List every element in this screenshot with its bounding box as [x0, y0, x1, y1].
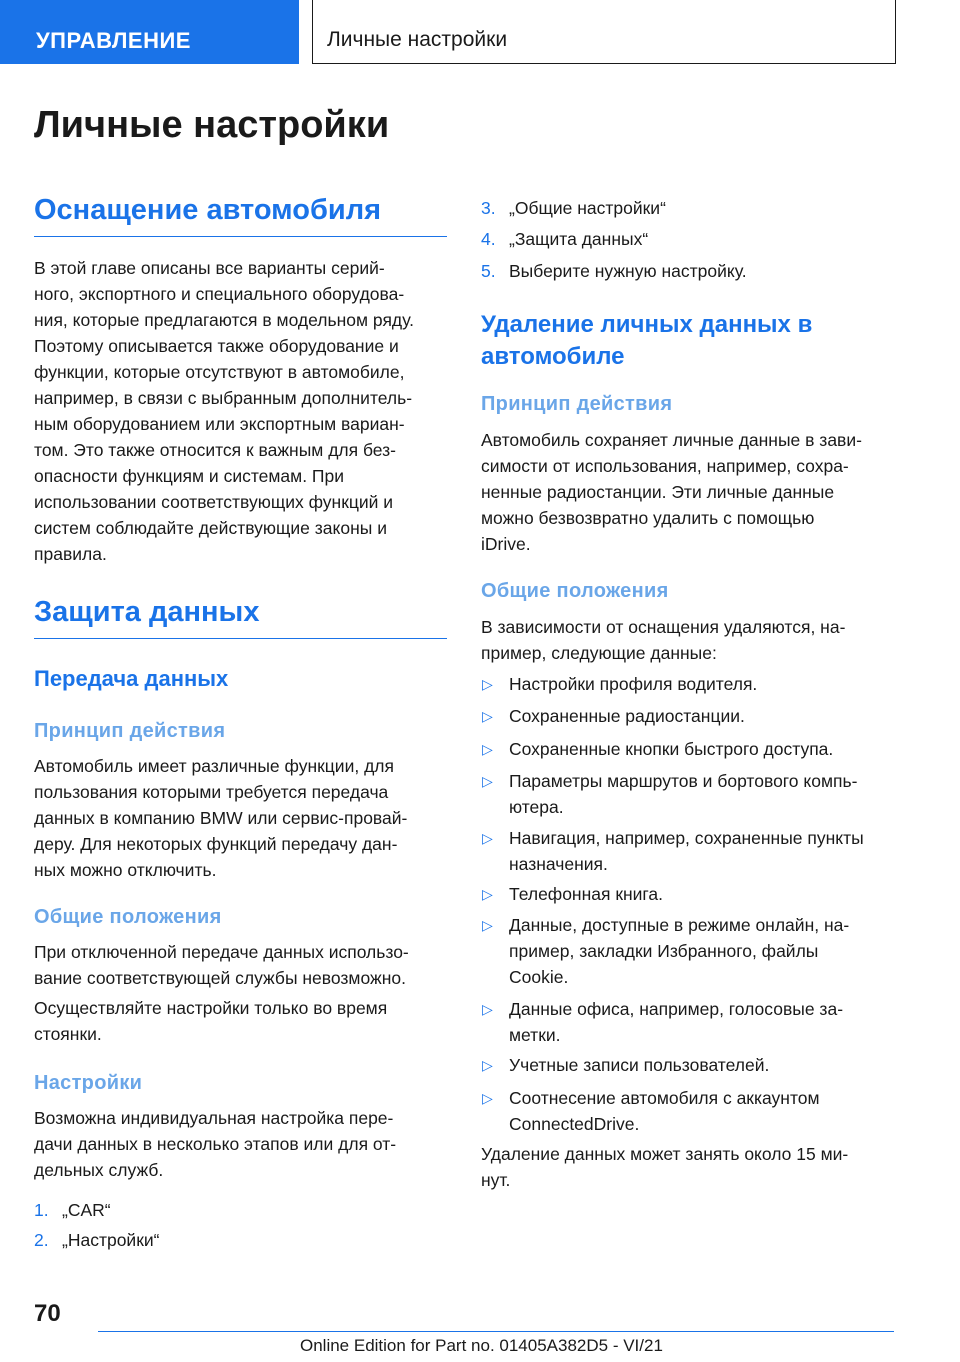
list-item: ▷ Параметры маршрутов и бортового компь- ютера. — [481, 768, 921, 820]
heading-principle-right: Принцип действия — [481, 393, 673, 415]
page-title: Личные настройки — [34, 104, 390, 146]
step-number: 5. — [481, 261, 496, 281]
paragraph-general-2: Осуществляйте настройки только во время стоянки. — [34, 998, 388, 1044]
step-number: 3. — [481, 198, 496, 218]
page-number: 70 — [34, 1300, 61, 1327]
section-label: УПРАВЛЕНИЕ — [36, 28, 191, 53]
section-tab — [0, 0, 299, 64]
list-item: ▷ Учетные записи пользователей. — [481, 1052, 921, 1078]
triangle-bullet-icon: ▷ — [482, 1057, 493, 1073]
list-item — [481, 226, 921, 252]
heading-principle: Принцип действия — [34, 720, 226, 742]
heading-data-protection: Защита данных — [34, 596, 447, 639]
triangle-bullet-icon: ▷ — [482, 830, 493, 846]
list-item: ▷ Настройки профиля водителя. — [481, 671, 921, 697]
heading-equipment: Оснащение автомобиля — [34, 194, 447, 237]
paragraph-general-1: При отключенной передаче данных использо- вание соответствующей службы невозможно. — [34, 942, 409, 988]
list-item: ▷ Соотнесение автомобиля с аккаунтом ConnectedDrive. — [481, 1085, 921, 1137]
triangle-bullet-icon: ▷ — [482, 917, 493, 933]
paragraph-principle-right: Автомобиль сохраняет личные данные в зави- симости от использования, например, сохра- ненные радиостанции. Эти личные данные можно безвозвратно удалить с помощью iDrive. — [481, 430, 862, 554]
list-item — [34, 1227, 447, 1253]
triangle-bullet-icon: ▷ — [482, 773, 493, 789]
triangle-bullet-icon: ▷ — [482, 741, 493, 757]
heading-settings: Настройки — [34, 1072, 143, 1094]
triangle-bullet-icon: ▷ — [482, 676, 493, 692]
step-text: Выберите нужную настройку. — [509, 261, 747, 281]
paragraph-settings: Возможна индивидуальная настройка пере- дачи данных в несколько этапов или для от- дельных служб. — [34, 1108, 397, 1180]
step-number: 1. — [34, 1200, 49, 1220]
paragraph-general-right: В зависимости от оснащения удаляются, на- пример, следующие данные: — [481, 617, 846, 663]
list-item: ▷ Навигация, например, сохраненные пункты назначения. — [481, 825, 921, 877]
triangle-bullet-icon: ▷ — [482, 1001, 493, 1017]
footer-edition: Online Edition for Part no. 01405A382D5 - VI/21 — [300, 1336, 663, 1355]
heading-data-transfer: Передача данных — [34, 666, 229, 691]
list-item: ▷ Сохраненные радиостанции. — [481, 703, 921, 729]
step-text: „Защита данных“ — [509, 229, 649, 249]
list-item — [481, 258, 921, 284]
list-item: ▷ Телефонная книга. — [481, 881, 921, 907]
heading-general: Общие положения — [34, 906, 222, 928]
heading-delete-personal-data: Удаление личных данных в автомобиле — [481, 311, 813, 370]
triangle-bullet-icon: ▷ — [482, 1090, 493, 1106]
paragraph-equipment: В этой главе описаны все варианты серий- ного, экспортного и специального оборудова- ния, которые предлагаются в модельном ряду. Поэтому описывается также оборудование и функции, которые отсутствуют в автомобиле, например, в связи с выбранным дополнитель- ным оборудованием или экспортным вариан- том. Это также относится к важным для без- опасности функциям и системам. При использовании соответствующих функций и систем соблюдайте действующие законы и правила. — [34, 258, 414, 564]
list-item: ▷ Данные офиса, например, голосовые за- метки. — [481, 996, 921, 1048]
list-item: ▷ Сохраненные кнопки быстрого доступа. — [481, 736, 921, 762]
list-item — [34, 1197, 447, 1223]
footer-divider — [98, 1331, 894, 1332]
list-item — [481, 195, 921, 221]
header-title-box — [312, 0, 896, 64]
heading-general-right: Общие положения — [481, 580, 669, 602]
step-text: „CAR“ — [62, 1200, 111, 1220]
step-number: 2. — [34, 1230, 49, 1250]
list-item: ▷ Данные, доступные в режиме онлайн, на- пример, закладки Избранного, файлы Cookie. — [481, 912, 921, 990]
step-text: „Общие настройки“ — [509, 198, 666, 218]
step-text: „Настройки“ — [62, 1230, 160, 1250]
step-number: 4. — [481, 229, 496, 249]
header-title: Личные настройки — [327, 28, 508, 51]
paragraph-final: Удаление данных может занять около 15 ми- нут. — [481, 1144, 849, 1190]
paragraph-principle: Автомобиль имеет различные функции, для пользования которыми требуется передача данных в компанию BMW или сервис-провай- деру. Для некоторых функций передачу дан- ных можно отключить. — [34, 756, 408, 880]
triangle-bullet-icon: ▷ — [482, 886, 493, 902]
triangle-bullet-icon: ▷ — [482, 708, 493, 724]
